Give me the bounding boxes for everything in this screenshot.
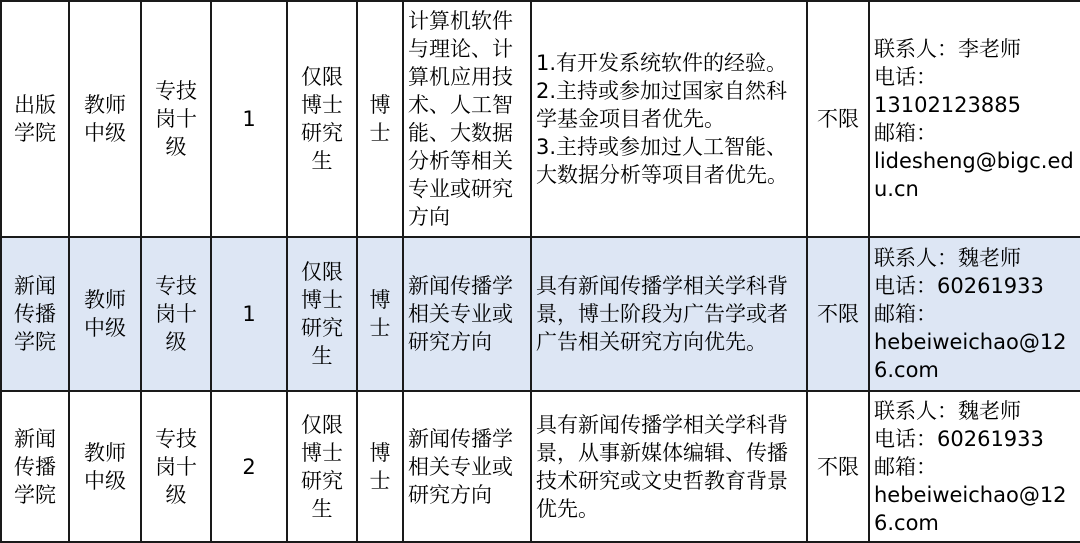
major-cell: 计算机软件与理论、计算机应用技术、人工智能、大数据分析等相关专业或研究方向 bbox=[403, 1, 531, 237]
post-cell: 专技 岗十 级 bbox=[141, 391, 211, 542]
age-cell: 不限 bbox=[807, 237, 869, 391]
count-cell: 1 bbox=[211, 1, 287, 237]
contact-cell: 联系人：魏老师 电话：60261933 邮箱： hebeiweichao@126.com bbox=[869, 391, 1080, 542]
college-cell: 出版 学院 bbox=[1, 1, 69, 237]
table-row bbox=[1, 1, 1080, 237]
table-row bbox=[1, 237, 1080, 391]
requirement-cell: 1.有开发系统软件的经验。 2.主持或参加过国家自然科学基金项目者优先。 3.主持或参加过人工智能、大数据分析等项目者优先。 bbox=[531, 1, 807, 237]
age-cell: 不限 bbox=[807, 391, 869, 542]
count-cell: 2 bbox=[211, 391, 287, 542]
age-cell: 不限 bbox=[807, 1, 869, 237]
title-cell: 教师 中级 bbox=[69, 391, 141, 542]
degree-cell: 博 士 bbox=[357, 391, 403, 542]
degree-cell: 博 士 bbox=[357, 1, 403, 237]
requirement-cell: 具有新闻传播学相关学科背景，从事新媒体编辑、传播技术研究或文史哲教育背景优先。 bbox=[531, 391, 807, 542]
college-cell: 新闻 传播 学院 bbox=[1, 391, 69, 542]
major-cell: 新闻传播学相关专业或研究方向 bbox=[403, 391, 531, 542]
post-cell: 专技 岗十 级 bbox=[141, 237, 211, 391]
major-cell: 新闻传播学相关专业或研究方向 bbox=[403, 237, 531, 391]
education-cell: 仅限 博士 研究 生 bbox=[287, 237, 357, 391]
table-row bbox=[1, 391, 1080, 542]
degree-cell: 博 士 bbox=[357, 237, 403, 391]
contact-cell: 联系人：魏老师 电话：60261933 邮箱： hebeiweichao@126.com bbox=[869, 237, 1080, 391]
contact-cell: 联系人：李老师 电话： 13102123885 邮箱： lidesheng@bigc.edu.cn bbox=[869, 1, 1080, 237]
title-cell: 教师 中级 bbox=[69, 1, 141, 237]
education-cell: 仅限 博士 研究 生 bbox=[287, 391, 357, 542]
education-cell: 仅限 博士 研究 生 bbox=[287, 1, 357, 237]
post-cell: 专技 岗十 级 bbox=[141, 1, 211, 237]
title-cell: 教师 中级 bbox=[69, 237, 141, 391]
college-cell: 新闻 传播 学院 bbox=[1, 237, 69, 391]
count-cell: 1 bbox=[211, 237, 287, 391]
requirement-cell: 具有新闻传播学相关学科背景，博士阶段为广告学或者广告相关研究方向优先。 bbox=[531, 237, 807, 391]
